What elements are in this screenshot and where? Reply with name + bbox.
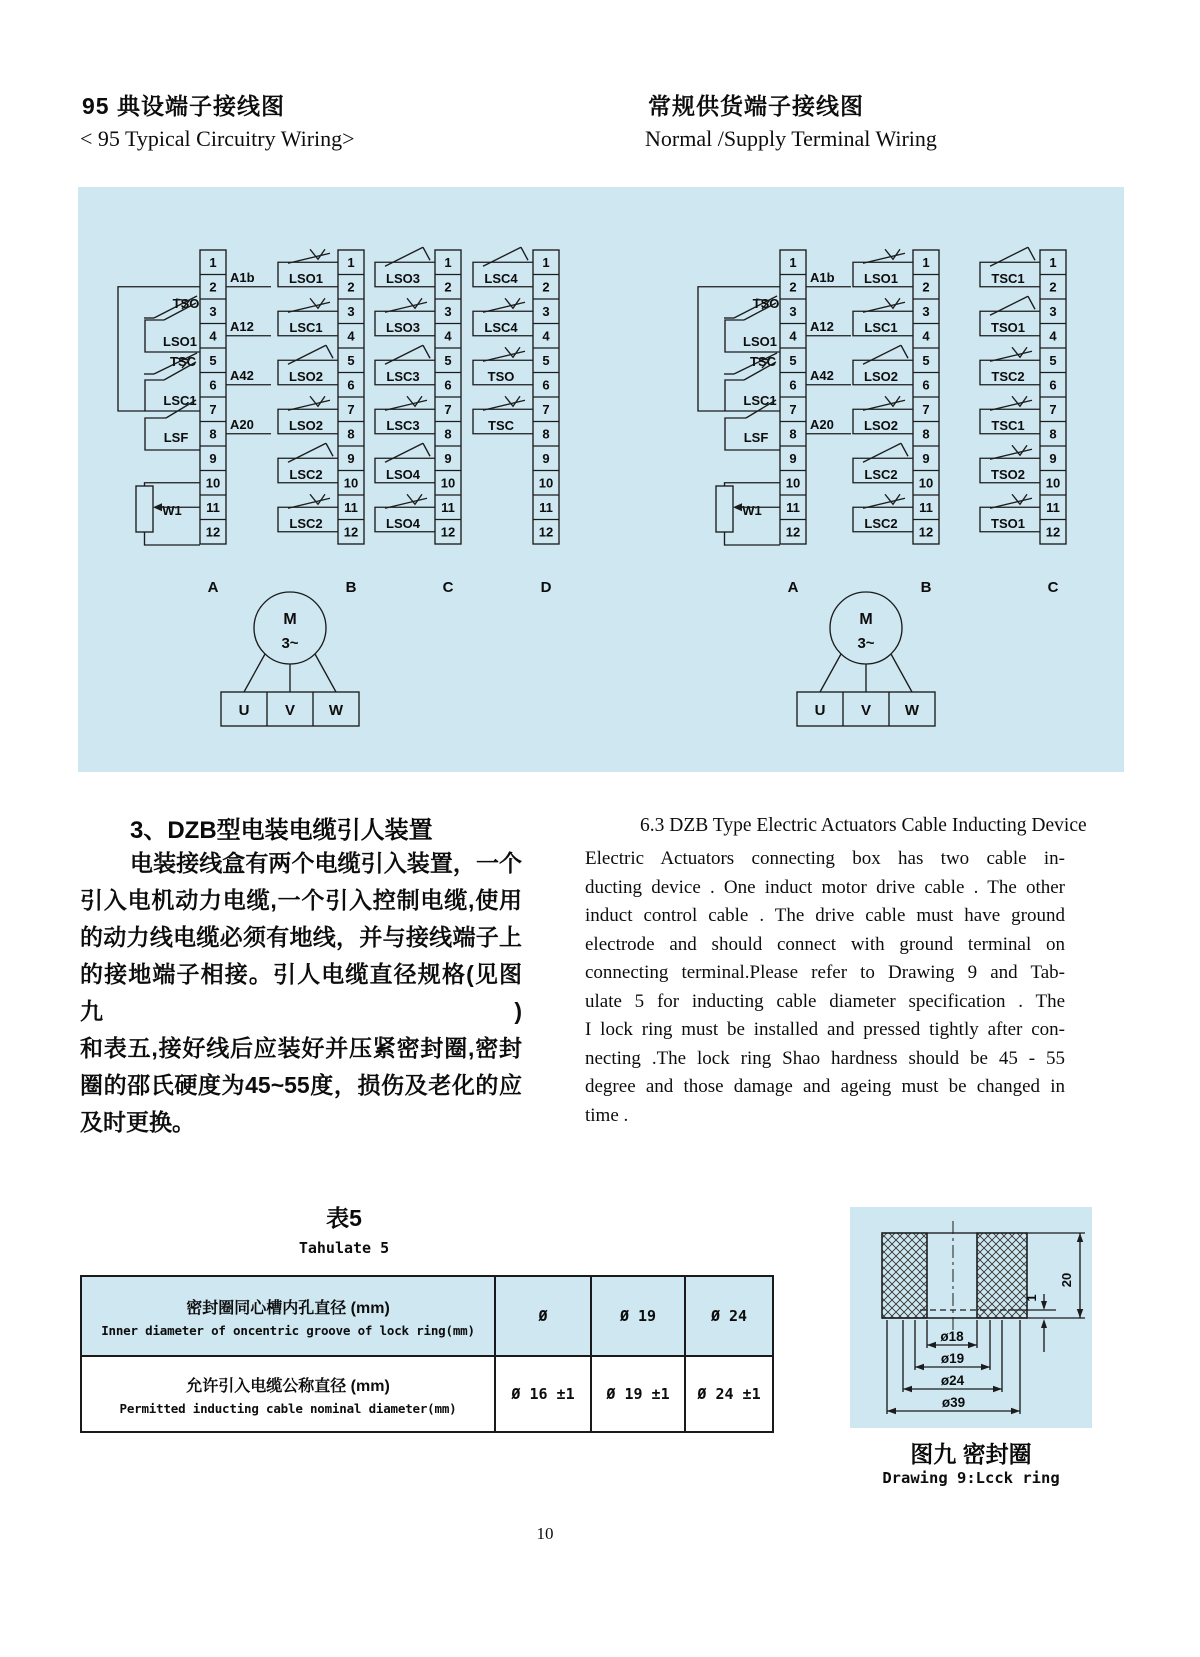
switch-contact bbox=[980, 445, 1040, 483]
svg-text:LSC2: LSC2 bbox=[864, 515, 898, 531]
svg-text:TSC: TSC bbox=[170, 354, 196, 369]
svg-text:LSO2: LSO2 bbox=[289, 368, 323, 384]
paragraph-line: 的动力线电缆必须有地线，并与接线端子上 bbox=[80, 924, 522, 950]
svg-text:U: U bbox=[814, 702, 826, 719]
svg-text:LSC1: LSC1 bbox=[163, 393, 197, 408]
svg-text:LSO2: LSO2 bbox=[289, 417, 323, 433]
svg-text:12: 12 bbox=[918, 524, 934, 540]
svg-text:4: 4 bbox=[542, 328, 550, 344]
svg-text:B: B bbox=[345, 579, 357, 596]
switch-contact bbox=[473, 298, 533, 336]
svg-text:1: 1 bbox=[347, 254, 355, 270]
svg-text:LSC1: LSC1 bbox=[289, 319, 323, 335]
svg-text:4: 4 bbox=[347, 328, 355, 344]
switch-contact bbox=[473, 396, 533, 434]
switch-contact bbox=[278, 345, 338, 385]
svg-text:LSC4: LSC4 bbox=[484, 319, 518, 335]
svg-text:D: D bbox=[540, 579, 552, 596]
svg-text:11: 11 bbox=[441, 499, 455, 515]
svg-text:5: 5 bbox=[922, 352, 930, 368]
svg-text:8: 8 bbox=[444, 426, 452, 442]
svg-text:2: 2 bbox=[542, 279, 550, 295]
svg-text:1: 1 bbox=[1024, 1294, 1039, 1302]
terminal-strip-C bbox=[980, 247, 1066, 596]
svg-text:9: 9 bbox=[1049, 450, 1057, 466]
svg-text:V: V bbox=[284, 702, 296, 719]
svg-text:LSC3: LSC3 bbox=[386, 417, 420, 433]
drawing9-caption-zh: 图九 密封圈 bbox=[910, 1441, 1032, 1467]
table-cell-zh: 密封圈同心槽内孔直径 (mm) bbox=[186, 1299, 390, 1317]
terminal-strip-B bbox=[853, 249, 939, 596]
svg-text:3~: 3~ bbox=[857, 635, 875, 652]
lock-ring-drawing-panel bbox=[850, 1207, 1092, 1428]
svg-text:5: 5 bbox=[444, 352, 452, 368]
switch-contact bbox=[278, 396, 338, 434]
table-cell: Ø 19 bbox=[590, 1277, 684, 1355]
switch-contact bbox=[375, 247, 435, 287]
svg-text:6: 6 bbox=[347, 377, 355, 393]
svg-text:LSF: LSF bbox=[163, 430, 189, 445]
svg-text:LSO2: LSO2 bbox=[864, 417, 898, 433]
svg-text:1: 1 bbox=[209, 254, 217, 270]
potentiometer bbox=[716, 483, 780, 545]
lock-ring-drawing-svg bbox=[850, 1207, 1092, 1428]
svg-text:10: 10 bbox=[1045, 475, 1061, 491]
svg-text:3: 3 bbox=[444, 303, 452, 319]
paragraph-line: 及时更换。 bbox=[80, 1109, 195, 1135]
svg-text:2: 2 bbox=[1049, 279, 1057, 295]
paragraph-line: induct control cable . The drive cable must have ground bbox=[585, 905, 1065, 926]
svg-text:6: 6 bbox=[922, 377, 930, 393]
svg-text:2: 2 bbox=[922, 279, 930, 295]
svg-text:6: 6 bbox=[542, 377, 550, 393]
svg-text:11: 11 bbox=[344, 499, 358, 515]
svg-text:20: 20 bbox=[1059, 1272, 1074, 1288]
wiring-diagrams-svg bbox=[78, 187, 1124, 772]
switch-contact bbox=[278, 298, 338, 336]
header-left-zh: 95 典设端子接线图 bbox=[82, 93, 285, 119]
svg-text:8: 8 bbox=[209, 426, 217, 442]
svg-text:6: 6 bbox=[209, 377, 217, 393]
svg-text:10: 10 bbox=[538, 475, 554, 491]
switch-contact bbox=[853, 345, 913, 385]
svg-text:LSO3: LSO3 bbox=[386, 319, 420, 335]
switch-contact bbox=[853, 396, 913, 434]
svg-text:10: 10 bbox=[205, 475, 221, 491]
svg-text:7: 7 bbox=[209, 401, 217, 417]
paragraph-line: I lock ring must be installed and pressed tightly after con- bbox=[585, 1019, 1065, 1040]
paragraph-line: 和表五,接好线后应装好并压紧密封圈,密封 bbox=[80, 1035, 522, 1061]
switch-contact bbox=[375, 443, 435, 483]
svg-text:C: C bbox=[1047, 579, 1059, 596]
svg-text:12: 12 bbox=[1045, 524, 1061, 540]
terminal-strip-B bbox=[278, 249, 364, 596]
svg-text:3: 3 bbox=[347, 303, 355, 319]
svg-text:LSO4: LSO4 bbox=[386, 466, 420, 482]
svg-text:5: 5 bbox=[347, 352, 355, 368]
svg-text:2: 2 bbox=[209, 279, 217, 295]
wiring-diagram-typical bbox=[118, 247, 559, 726]
switch-contact bbox=[473, 247, 533, 287]
tap-labels bbox=[806, 270, 851, 434]
switch-contact bbox=[980, 494, 1040, 532]
svg-text:3: 3 bbox=[789, 303, 797, 319]
svg-text:3: 3 bbox=[922, 303, 930, 319]
svg-text:TSC1: TSC1 bbox=[991, 270, 1025, 286]
switch-contact bbox=[980, 247, 1040, 287]
paragraph-line: 圈的邵氏硬度为45~55度，损伤及老化的应 bbox=[80, 1072, 522, 1098]
svg-text:W1: W1 bbox=[742, 503, 762, 518]
svg-text:TSO2: TSO2 bbox=[991, 466, 1025, 482]
svg-text:TSO1: TSO1 bbox=[991, 319, 1025, 335]
svg-text:TSC2: TSC2 bbox=[991, 368, 1025, 384]
svg-text:7: 7 bbox=[542, 401, 550, 417]
svg-text:12: 12 bbox=[538, 524, 554, 540]
svg-text:7: 7 bbox=[347, 401, 355, 417]
svg-text:W1: W1 bbox=[162, 503, 182, 518]
svg-text:11: 11 bbox=[786, 499, 800, 515]
svg-text:7: 7 bbox=[789, 401, 797, 417]
paragraph-line: Electric Actuators connecting box has two cable in- bbox=[585, 848, 1065, 869]
switch-contact bbox=[278, 249, 338, 287]
svg-text:3: 3 bbox=[542, 303, 550, 319]
svg-text:9: 9 bbox=[922, 450, 930, 466]
svg-text:11: 11 bbox=[539, 499, 553, 515]
svg-text:TSO: TSO bbox=[752, 296, 780, 311]
svg-text:TSO: TSO bbox=[487, 368, 515, 384]
svg-text:4: 4 bbox=[444, 328, 452, 344]
svg-text:6: 6 bbox=[1049, 377, 1057, 393]
svg-text:10: 10 bbox=[343, 475, 359, 491]
svg-text:7: 7 bbox=[444, 401, 452, 417]
svg-text:LSF: LSF bbox=[743, 430, 769, 445]
svg-text:TSC: TSC bbox=[750, 354, 776, 369]
svg-text:A1b: A1b bbox=[810, 269, 835, 285]
wiring-diagram-normal bbox=[698, 247, 1066, 726]
switch-contact bbox=[278, 443, 338, 483]
table5-caption-zh: 表5 bbox=[326, 1205, 362, 1231]
svg-text:A12: A12 bbox=[810, 318, 834, 334]
terminal-strip-A bbox=[200, 250, 226, 596]
svg-text:5: 5 bbox=[542, 352, 550, 368]
svg-text:LSO1: LSO1 bbox=[743, 334, 777, 349]
switch-contact bbox=[375, 494, 435, 532]
table-cell: Ø 24 bbox=[684, 1277, 772, 1355]
svg-text:9: 9 bbox=[542, 450, 550, 466]
table-cell-en: Inner diameter of oncentric groove of lock ring(mm) bbox=[101, 1322, 475, 1338]
svg-text:2: 2 bbox=[789, 279, 797, 295]
svg-text:LSC1: LSC1 bbox=[743, 393, 777, 408]
switch-contact bbox=[853, 298, 913, 336]
terminal-strip-D bbox=[473, 247, 559, 596]
svg-text:10: 10 bbox=[918, 475, 934, 491]
svg-text:5: 5 bbox=[789, 352, 797, 368]
svg-text:ø18: ø18 bbox=[940, 1329, 964, 1344]
switch-contact bbox=[853, 249, 913, 287]
svg-text:A1b: A1b bbox=[230, 269, 255, 285]
svg-text:5: 5 bbox=[209, 352, 217, 368]
svg-text:A20: A20 bbox=[230, 416, 254, 432]
svg-text:A: A bbox=[787, 579, 799, 596]
svg-text:W: W bbox=[328, 702, 344, 719]
table-cell: Ø 24 ±1 bbox=[684, 1355, 772, 1431]
svg-text:1: 1 bbox=[444, 254, 452, 270]
paragraph-line: electrode and should connect with ground terminal on bbox=[585, 933, 1065, 955]
switch-contact bbox=[980, 396, 1040, 434]
table-cell-zh: 允许引入电缆公称直径 (mm) bbox=[186, 1377, 390, 1395]
svg-text:4: 4 bbox=[1049, 328, 1057, 344]
paragraph-line: connecting terminal.Please refer to Drawing 9 and Tab- bbox=[585, 962, 1065, 983]
svg-text:2: 2 bbox=[347, 279, 355, 295]
section-title-zh: 3、DZB型电装电缆引人装置 bbox=[130, 817, 433, 844]
table-header-cell bbox=[82, 1355, 494, 1431]
terminal-strip-C bbox=[375, 247, 461, 596]
section-title-en: 6.3 DZB Type Electric Actuators Cable Inducting Device bbox=[640, 815, 1087, 836]
svg-text:M: M bbox=[859, 611, 873, 628]
svg-text:4: 4 bbox=[209, 328, 217, 344]
svg-text:9: 9 bbox=[347, 450, 355, 466]
svg-text:3: 3 bbox=[1049, 303, 1057, 319]
svg-text:6: 6 bbox=[444, 377, 452, 393]
svg-text:11: 11 bbox=[919, 499, 933, 515]
svg-text:TSC: TSC bbox=[488, 417, 514, 433]
paragraph-line: ducting device . One induct motor drive cable . The other bbox=[585, 876, 1065, 898]
paragraph-line: necting .The lock ring Shao hardness should be 45 - 55 bbox=[585, 1047, 1065, 1069]
tap-labels bbox=[226, 270, 271, 434]
switch-contact bbox=[980, 296, 1040, 336]
svg-text:TSC1: TSC1 bbox=[991, 417, 1025, 433]
wiring-diagram-panel bbox=[78, 187, 1124, 772]
svg-text:10: 10 bbox=[440, 475, 456, 491]
potentiometer bbox=[136, 483, 200, 545]
svg-text:12: 12 bbox=[205, 524, 221, 540]
svg-text:M: M bbox=[283, 611, 297, 628]
paragraph-line: 引入电机动力电缆,一个引入控制电缆,使用 bbox=[80, 887, 522, 913]
svg-text:LSO1: LSO1 bbox=[289, 270, 323, 286]
svg-text:ø39: ø39 bbox=[941, 1395, 966, 1410]
svg-text:LSO2: LSO2 bbox=[864, 368, 898, 384]
svg-text:TSO1: TSO1 bbox=[991, 515, 1025, 531]
svg-text:2: 2 bbox=[444, 279, 452, 295]
table-cell-en: Permitted inducting cable nominal diameter(mm) bbox=[119, 1400, 457, 1416]
svg-text:LSC2: LSC2 bbox=[289, 466, 323, 482]
paragraph-zh bbox=[80, 845, 522, 1141]
svg-text:LSC4: LSC4 bbox=[484, 270, 518, 286]
svg-text:12: 12 bbox=[343, 524, 359, 540]
paragraph-line: ulate 5 for inducting cable diameter specification . The bbox=[585, 990, 1065, 1012]
svg-text:7: 7 bbox=[922, 401, 930, 417]
svg-text:7: 7 bbox=[1049, 401, 1057, 417]
svg-text:A42: A42 bbox=[810, 367, 834, 383]
svg-text:1: 1 bbox=[922, 254, 930, 270]
svg-text:LSO1: LSO1 bbox=[163, 334, 197, 349]
svg-text:U: U bbox=[238, 702, 250, 719]
terminal-strip-A bbox=[780, 250, 806, 596]
motor-symbol bbox=[797, 592, 935, 726]
svg-text:C: C bbox=[442, 579, 454, 596]
svg-text:8: 8 bbox=[1049, 426, 1057, 442]
switch-contact bbox=[375, 396, 435, 434]
paragraph-line: time . bbox=[585, 1104, 629, 1126]
switch-contact bbox=[853, 494, 913, 532]
svg-text:TSO: TSO bbox=[172, 296, 200, 311]
svg-text:LSO1: LSO1 bbox=[864, 270, 898, 286]
svg-text:LSC2: LSC2 bbox=[289, 515, 323, 531]
svg-text:3: 3 bbox=[209, 303, 217, 319]
switch-contact bbox=[375, 298, 435, 336]
svg-text:9: 9 bbox=[444, 450, 452, 466]
drawing9-caption-en: Drawing 9:Lcck ring bbox=[882, 1469, 1060, 1487]
svg-text:9: 9 bbox=[209, 450, 217, 466]
svg-text:9: 9 bbox=[789, 450, 797, 466]
svg-text:4: 4 bbox=[922, 328, 930, 344]
svg-text:8: 8 bbox=[542, 426, 550, 442]
svg-text:5: 5 bbox=[1049, 352, 1057, 368]
limit-switch-wiring bbox=[698, 287, 780, 450]
svg-text:6: 6 bbox=[789, 377, 797, 393]
switch-contact bbox=[375, 345, 435, 385]
switch-contact bbox=[278, 494, 338, 532]
svg-text:1: 1 bbox=[789, 254, 797, 270]
paragraph-line: degree and those damage and ageing must be changed in bbox=[585, 1076, 1065, 1097]
svg-text:1: 1 bbox=[1049, 254, 1057, 270]
svg-text:1: 1 bbox=[542, 254, 550, 270]
svg-text:8: 8 bbox=[922, 426, 930, 442]
table5-caption-en: Tahulate 5 bbox=[298, 1239, 390, 1257]
svg-text:A20: A20 bbox=[810, 416, 834, 432]
table-5 bbox=[80, 1275, 774, 1433]
table-cell: Ø 19 ±1 bbox=[590, 1355, 684, 1431]
svg-text:A12: A12 bbox=[230, 318, 254, 334]
svg-text:LSC2: LSC2 bbox=[864, 466, 898, 482]
paragraph-en bbox=[585, 845, 1065, 1130]
header-left-en: < 95 Typical Circuitry Wiring> bbox=[80, 126, 355, 151]
svg-text:A42: A42 bbox=[230, 367, 254, 383]
switch-contact bbox=[980, 347, 1040, 385]
paragraph-line: 电装接线盒有两个电缆引入装置，一个 bbox=[130, 850, 522, 876]
table-cell: Ø bbox=[494, 1277, 590, 1355]
svg-text:LSC1: LSC1 bbox=[864, 319, 898, 335]
svg-text:11: 11 bbox=[1046, 499, 1060, 515]
header-right-en: Normal /Supply Terminal Wiring bbox=[645, 126, 937, 151]
svg-text:ø19: ø19 bbox=[940, 1351, 965, 1366]
svg-text:LSO4: LSO4 bbox=[386, 515, 420, 531]
motor-symbol bbox=[221, 592, 359, 726]
table-header-cell bbox=[82, 1277, 494, 1355]
svg-text:12: 12 bbox=[785, 524, 801, 540]
svg-text:4: 4 bbox=[789, 328, 797, 344]
svg-text:10: 10 bbox=[785, 475, 801, 491]
header-right-zh: 常规供货端子接线图 bbox=[648, 93, 864, 119]
svg-text:B: B bbox=[920, 579, 932, 596]
svg-text:3~: 3~ bbox=[281, 635, 299, 652]
svg-text:8: 8 bbox=[347, 426, 355, 442]
svg-text:8: 8 bbox=[789, 426, 797, 442]
paragraph-line: 的接地端子相接。引人电缆直径规格(见图九) bbox=[80, 961, 522, 1024]
svg-text:W: W bbox=[904, 702, 920, 719]
svg-text:LSO3: LSO3 bbox=[386, 270, 420, 286]
switch-contact bbox=[853, 443, 913, 483]
svg-text:ø24: ø24 bbox=[940, 1373, 965, 1388]
svg-text:11: 11 bbox=[206, 499, 220, 515]
svg-text:A: A bbox=[207, 579, 219, 596]
lock-ring-cross-section bbox=[882, 1221, 1085, 1414]
table-cell: Ø 16 ±1 bbox=[494, 1355, 590, 1431]
page-number: 10 bbox=[536, 1524, 554, 1543]
switch-contact bbox=[473, 347, 533, 385]
svg-text:V: V bbox=[860, 702, 872, 719]
limit-switch-wiring bbox=[118, 287, 200, 450]
svg-text:LSC3: LSC3 bbox=[386, 368, 420, 384]
svg-text:12: 12 bbox=[440, 524, 456, 540]
